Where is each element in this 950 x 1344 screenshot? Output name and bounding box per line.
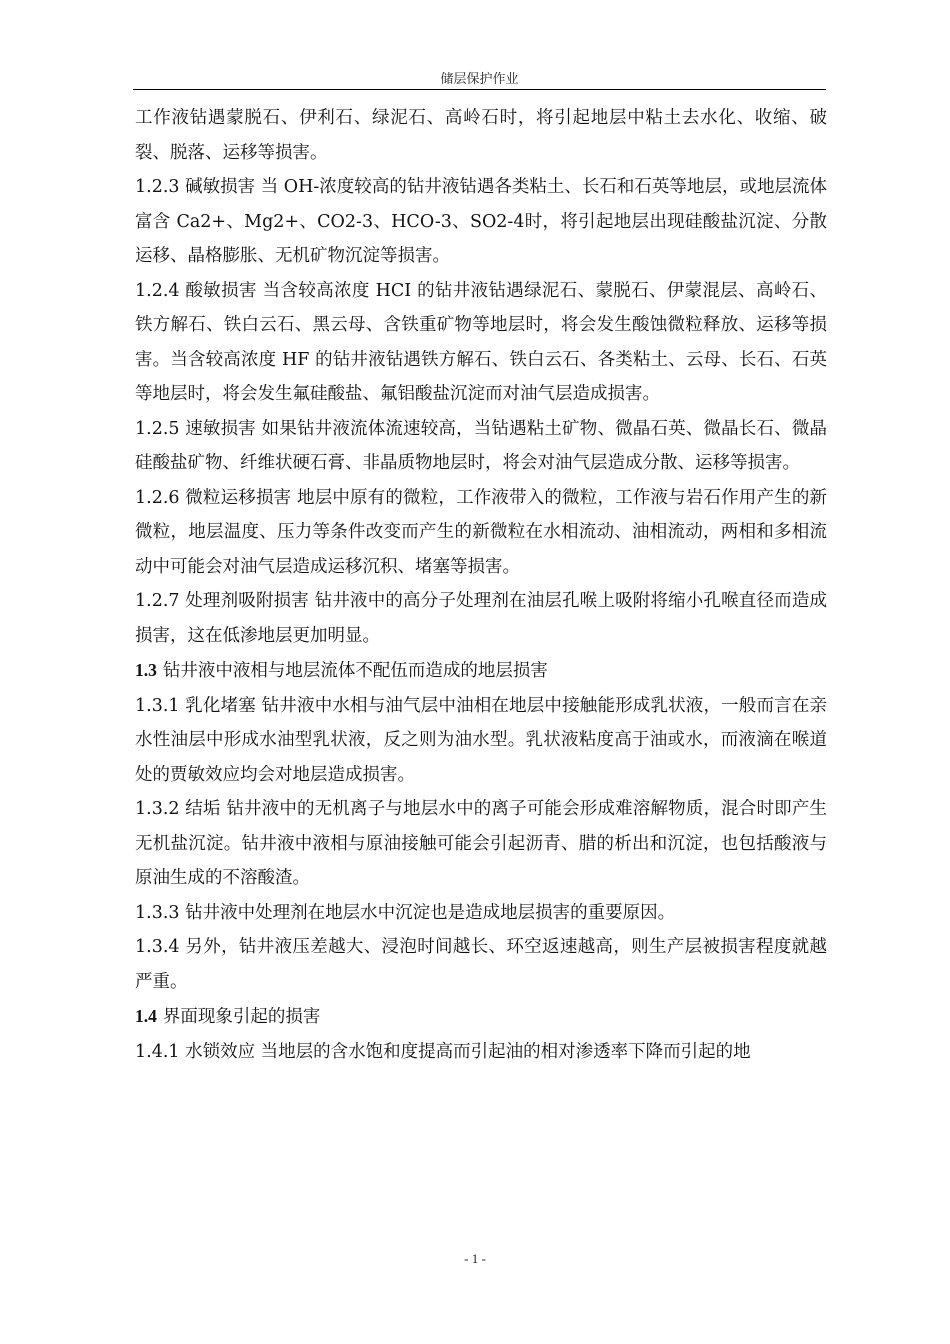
section-title: 钻井液中液相与地层流体不配伍而造成的地层损害 [162,661,548,681]
page-header-title: 储层保护作业 [440,72,519,87]
paragraph-1-3-4: 1.3.4 另外，钻井液压差越大、浸泡时间越长、环空返速越高，则生产层被损害程度就越严重。 [135,937,827,992]
paragraph-1-2-6: 1.2.6 微粒运移损害 地层中原有的微粒，工作液带入的微粒，工作液与岩石作用产生的新微粒，地层温度、压力等条件改变而产生的新微粒在水相流动、油相流动，两相和多相流动中可能会对油气层造成运移沉积、堵塞等损害。 [135,487,827,577]
paragraph-1-2-5: 1.2.5 速敏损害 如果钻井液流体流速较高，当钻遇粘土矿物、微晶石英、微晶长石、微晶硅酸盐矿物、纤维状硬石膏、非晶质物地层时，将会对油气层造成分散、运移等损害。 [135,418,827,473]
paragraph-1-2-4: 1.2.4 酸敏损害 当含较高浓度 HCI 的钻井液钻遇绿泥石、蒙脱石、伊蒙混层、高岭石、铁方解石、铁白云石、黑云母、含铁重矿物等地层时，将会发生酸蚀微粒释放、运移等损害。当含较高浓度 HF 的钻井液钻遇铁方解石、铁白云石、各类粘土、云母、长石、石英等地层时，将会发生氟硅酸盐、氟铝酸盐沉淀而对油气层造成损害。 [135,280,827,404]
paragraph-1-3-1: 1.3.1 乳化堵塞 钻井液中水相与油气层中油相在地层中接触能形成乳状液，一般而言在亲水性油层中形成水油型乳状液，反之则为油水型。乳状液粘度高于油或水，而液滴在喉道处的贾敏效应均会对地层造成损害。 [135,695,827,785]
section-number: 1.3 [135,660,157,680]
section-heading-1-3 [135,653,827,689]
page-number: - 1 - [464,1251,486,1266]
section-heading-1-4 [135,999,827,1035]
header-divider [133,89,826,90]
paragraph-1-4-1: 1.4.1 水锁效应 当地层的含水饱和度提高而引起油的相对渗透率下降而引起的地 [135,1041,751,1062]
section-number: 1.4 [135,1006,157,1026]
paragraph-1-2-3: 1.2.3 碱敏损害 当 OH-浓度较高的钻井液钻遇各类粘土、长石和石英等地层，或地层流体富含 Ca2+、Mg2+、CO2-3、HCO-3、SO2-4时，将引起地层出现硅酸盐沉淀、分散运移、晶格膨胀、无机矿物沉淀等损害。 [135,177,827,266]
paragraph: 工作液钻遇蒙脱石、伊利石、绿泥石、高岭石时，将引起地层中粘土去水化、收缩、破裂、脱落、运移等损害。 [135,108,827,163]
paragraph-1-3-3: 1.3.3 钻井液中处理剂在地层水中沉淀也是造成地层损害的重要原因。 [135,902,676,923]
paragraph-1-2-7: 1.2.7 处理剂吸附损害 钻井液中的高分子处理剂在油层孔喉上吸附将缩小孔喉直径而造成损害，这在低渗地层更加明显。 [135,591,827,646]
paragraph-1-3-2: 1.3.2 结垢 钻井液中的无机离子与地层水中的离子可能会形成难溶解物质，混合时即产生无机盐沉淀。钻井液中液相与原油接触可能会引起沥青、腊的析出和沉淀，也包括酸液与原油生成的不溶酸渣。 [135,799,827,888]
document-body [135,101,827,1069]
section-title: 界面现象引起的损害 [162,1007,321,1027]
